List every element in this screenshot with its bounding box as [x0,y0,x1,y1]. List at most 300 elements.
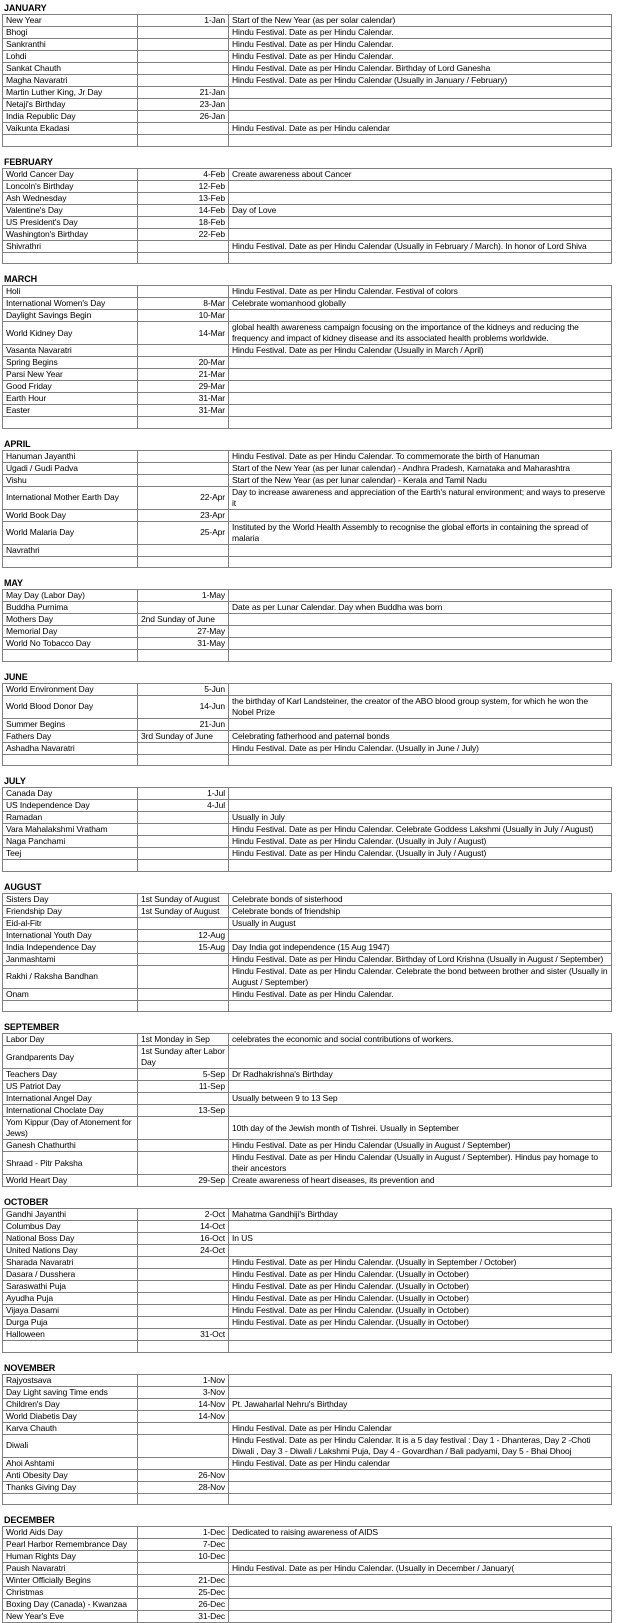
table-row [3,75,612,87]
holiday-name-cell [3,1411,138,1422]
description-cell [229,1281,612,1292]
description-cell [229,322,612,344]
table-row [3,731,612,743]
date-cell-text: 1-Dec [202,1527,225,1537]
table-row [3,1081,612,1093]
date-cell [138,99,229,110]
date-cell [138,557,229,568]
holiday-name-cell [3,463,138,474]
holiday-name-cell-text: New Year [6,15,42,25]
date-cell-text: 4-Jul [207,800,225,810]
table-row [3,111,612,123]
table-row [3,1435,612,1458]
holiday-name-cell [3,545,138,556]
holiday-name-cell [3,1281,138,1292]
date-cell-text: 27-May [197,626,225,636]
date-cell [138,836,229,847]
date-cell [138,15,229,26]
holiday-name-cell-text: Janmashtami [6,953,56,964]
holiday-name-cell [3,1233,138,1244]
month-section-february [2,147,612,265]
table-row [3,405,612,417]
date-cell-text: 4-Feb [203,168,225,179]
date-cell [138,322,229,344]
holiday-name-cell-text: Shivrathri [6,240,41,251]
table-row [3,954,612,966]
holiday-name-cell-text: World Malaria Day [6,527,75,537]
date-cell [138,1341,229,1352]
description-cell [229,743,612,754]
table-row [3,638,612,650]
description-cell [229,1081,612,1092]
table-row [3,1046,612,1069]
date-cell [138,487,229,509]
date-cell-text: 24-Oct [200,1245,225,1255]
date-cell-text: 1st Monday in Sep [141,1034,210,1044]
date-cell [138,51,229,62]
holiday-name-cell [3,626,138,637]
holiday-name-cell [3,123,138,134]
description-cell [229,1387,612,1398]
description-cell [229,1539,612,1550]
month-header: OCTOBER [4,1197,49,1207]
description-cell [229,602,612,613]
description-cell [229,27,612,38]
holiday-name-cell [3,1317,138,1328]
holiday-name-cell [3,51,138,62]
description-cell [229,1152,612,1174]
holiday-name-cell-text: Martin Luther King, Jr Day [6,87,103,97]
description-cell [229,788,612,799]
holiday-name-cell-text: Karva Chauth [6,1422,57,1433]
table-row [3,1387,612,1399]
holiday-name-cell-text: Durga Puja [6,1317,48,1327]
description-cell [229,393,612,404]
holiday-name-cell [3,1329,138,1340]
date-cell [138,800,229,811]
holiday-name-cell [3,906,138,917]
table-row [3,1411,612,1423]
holiday-name-cell-text: World Environment Day [6,683,94,694]
holiday-name-cell [3,989,138,1000]
holiday-name-cell [3,451,138,462]
description-cell [229,1140,612,1151]
holiday-name-cell-text: Canada Day [6,788,53,798]
description-cell [229,626,612,637]
table-row [3,522,612,545]
holiday-name-cell-text: Valentine's Day [6,204,63,215]
date-cell [138,1117,229,1139]
table-row [3,557,612,569]
date-cell-text: 26-Nov [198,1469,225,1480]
date-cell-text: 14-Jun [199,701,225,711]
holiday-name-cell [3,369,138,380]
description-cell [229,193,612,204]
table-row [3,393,612,405]
holiday-name-cell [3,719,138,730]
date-cell [138,755,229,766]
holiday-name-cell [3,860,138,871]
description-cell [229,1527,612,1538]
table-row [3,381,612,393]
description-cell-text: Hindu Festival. Date as per Hindu Calendar [232,1422,392,1433]
date-cell-text: 29-Mar [198,381,225,391]
description-cell-text: Start of the New Year (as per solar calendar) [232,15,396,25]
description-cell [229,545,612,556]
description-cell [229,731,612,742]
description-cell-text: Hindu Festival. Date as per Hindu Calendar. Birthday of Lord Krishna (Usually in August / September) [232,953,604,964]
date-cell [138,1317,229,1328]
date-cell [138,1293,229,1304]
holiday-name-cell [3,75,138,86]
date-cell [138,1281,229,1292]
holiday-name-cell [3,522,138,544]
holiday-name-cell-text: Labor Day [6,1034,45,1044]
month-rows [2,589,612,662]
holiday-name-cell [3,205,138,216]
holiday-name-cell-text: Magha Navaratri [6,75,68,85]
holiday-name-cell-text: Vishu [6,474,27,485]
description-cell [229,63,612,74]
table-row [3,989,612,1001]
holiday-name-cell [3,1611,138,1622]
description-cell [229,1587,612,1598]
description-cell [229,357,612,368]
table-row [3,590,612,602]
date-cell-text: 21-Jun [199,718,225,729]
date-cell-text: 16-Oct [200,1233,225,1243]
description-cell [229,800,612,811]
description-cell [229,123,612,134]
holiday-name-cell [3,1527,138,1538]
month-rows [2,285,612,429]
date-cell [138,942,229,953]
description-cell-text: Hindu Festival. Date as per Hindu Calendar. To commemorate the birth of Hanuman [232,450,540,461]
holiday-name-cell [3,954,138,965]
holiday-name-cell [3,590,138,601]
description-cell [229,87,612,98]
date-cell [138,393,229,404]
date-cell-text: 21-Jan [199,87,225,97]
description-cell-text: Hindu Festival. Date as per Hindu Calendar (Usually in August / September) [232,1140,511,1150]
table-row [3,848,612,860]
table-row [3,286,612,298]
holiday-name-cell-text: Columbus Day [6,1221,61,1231]
holiday-name-cell [3,1140,138,1151]
description-cell [229,1209,612,1220]
table-row [3,229,612,241]
month-rows [2,787,612,872]
table-row [3,684,612,696]
description-cell-text: celebrates the economic and social contributions of workers. [232,1034,454,1044]
table-row [3,1209,612,1221]
holiday-name-cell [3,1494,138,1505]
date-cell [138,1105,229,1116]
description-cell [229,1317,612,1328]
holiday-name-cell [3,253,138,264]
holiday-name-cell [3,1221,138,1232]
holiday-name-cell-text: Eid-al-Fitr [6,917,42,928]
table-row [3,918,612,930]
date-cell [138,930,229,941]
month-section-april [2,429,612,569]
date-cell [138,1458,229,1469]
table-row [3,487,612,510]
description-cell-text: Create awareness about Cancer [232,168,352,179]
table-row [3,650,612,662]
description-cell-text: Hindu Festival. Date as per Hindu Calendar. Birthday of Lord Ganesha [232,63,491,73]
description-cell-text: Hindu Festival. Date as per Hindu Calendar. Celebrate Goddess Lakshmi (Usually in July / August) [232,824,594,834]
date-cell [138,169,229,180]
table-row [3,942,612,954]
date-cell [138,1470,229,1481]
date-cell [138,1587,229,1598]
date-cell [138,602,229,613]
holiday-name-cell-text: World Heart Day [6,1175,68,1185]
description-cell-text: Hindu Festival. Date as per Hindu Calendar. (Usually in October) [232,1269,469,1279]
table-row [3,1563,612,1575]
date-cell-text: 1st Sunday after Labor Day [141,1046,225,1067]
description-cell-text: Hindu Festival. Date as per Hindu Calendar. [232,39,394,49]
table-row [3,1375,612,1387]
description-cell [229,812,612,823]
holiday-name-cell [3,310,138,321]
description-cell [229,205,612,216]
month-gap [2,872,612,881]
month-section-october [2,1187,612,1353]
table-row [3,743,612,755]
description-cell [229,684,612,695]
date-cell [138,1209,229,1220]
month-rows [2,893,612,1013]
date-cell [138,590,229,601]
month-section-november [2,1353,612,1506]
date-cell [138,626,229,637]
description-cell [229,1117,612,1139]
date-cell-text: 11-Sep [198,1081,225,1091]
holiday-name-cell [3,393,138,404]
table-row [3,451,612,463]
table-row [3,1034,612,1046]
month-rows [2,1208,612,1353]
date-cell-text: 31-Mar [198,393,225,403]
description-cell [229,15,612,26]
holiday-name-cell [3,812,138,823]
description-cell [229,39,612,50]
holiday-name-cell-text: Ramadan [6,812,43,822]
holiday-name-cell [3,1587,138,1598]
holiday-name-cell [3,1399,138,1410]
date-cell [138,345,229,356]
description-cell-text: Create awareness of heart diseases, its prevention and [232,1175,435,1185]
holiday-name-cell [3,1563,138,1574]
date-cell-text: 14-Oct [200,1221,225,1231]
date-cell [138,1081,229,1092]
month-header: AUGUST [4,881,42,892]
holiday-name-cell-text: World Book Day [6,509,66,520]
table-row [3,824,612,836]
description-cell [229,989,612,1000]
holiday-name-cell-text: Earth Hour [6,393,47,403]
holiday-name-cell [3,731,138,742]
table-row [3,1269,612,1281]
date-cell [138,1269,229,1280]
date-cell [138,451,229,462]
table-row [3,1233,612,1245]
description-cell-text: the birthday of Karl Landsteiner, the creator of the ABO blood group system, for which he won the Nobel Prize [232,695,589,717]
date-cell-text: 8-Mar [203,298,225,308]
month-section-december [2,1505,612,1623]
month-gap [2,568,612,577]
date-cell [138,87,229,98]
date-cell-text: 28-Nov [198,1481,225,1492]
holiday-name-cell-text: US Patriot Day [6,1081,61,1091]
description-cell [229,1411,612,1422]
table-row [3,1399,612,1411]
holiday-name-cell [3,684,138,695]
description-cell [229,181,612,192]
description-cell [229,1611,612,1622]
table-row [3,87,612,99]
description-cell-text: Instituted by the World Health Assembly to recognise the global efforts in containing the spread of malaria [232,521,588,543]
holiday-name-cell-text: Halloween [6,1329,45,1339]
date-cell-text: 5-Jun [204,683,225,694]
holiday-name-cell-text: Naga Panchami [6,836,66,846]
holiday-name-cell-text: Memorial Day [6,626,58,636]
month-header: JUNE [4,671,28,682]
table-row [3,1527,612,1539]
holiday-name-cell-text: World Kidney Day [6,327,73,338]
description-cell-text: Hindu Festival. Date as per Hindu Calendar. Celebrate the bond between brother and sister (Usually in August / September) [232,965,608,987]
holiday-name-cell-text: Vara Mahalakshmi Vratham [6,824,108,834]
description-cell-text: Hindu Festival. Date as per Hindu Calendar. (Usually in October) [232,1281,469,1291]
date-cell-text: 26-Jan [199,111,225,121]
date-cell-text: 1-Jan [204,15,225,25]
table-row [3,322,612,345]
description-cell [229,1341,612,1352]
holiday-name-cell [3,241,138,252]
description-cell-text: Pt. Jawaharlal Nehru's Birthday [232,1398,348,1409]
date-cell-text: 21-Dec [198,1575,225,1585]
date-cell [138,1575,229,1586]
date-cell [138,1046,229,1068]
holiday-name-cell-text: Ash Wednesday [6,192,67,203]
holiday-name-cell-text: Ashadha Navaratri [6,742,75,753]
month-header: SEPTEMBER [4,1022,60,1032]
date-cell-text: 3rd Sunday of June [141,730,213,741]
holiday-name-cell-text: National Boss Day [6,1233,75,1243]
description-cell-text: Usually in July [232,812,285,822]
date-cell-text: 20-Mar [198,357,225,367]
description-cell [229,755,612,766]
month-gap [2,766,612,775]
description-cell [229,1034,612,1045]
holiday-name-cell [3,417,138,428]
date-cell-text: 31-Mar [198,405,225,415]
holiday-name-cell-text: Grandparents Day [6,1051,74,1062]
description-cell [229,1069,612,1080]
holiday-name-cell [3,1001,138,1012]
description-cell [229,1599,612,1610]
holiday-name-cell-text: US President's Day [6,216,78,227]
holiday-name-cell [3,298,138,309]
table-row [3,510,612,522]
date-cell [138,696,229,718]
description-cell [229,381,612,392]
table-row [3,1575,612,1587]
table-row [3,298,612,310]
month-gap [2,429,612,438]
description-cell [229,836,612,847]
holiday-name-cell-text: Parsi New Year [6,369,63,379]
description-cell-text: Hindu Festival. Date as per Hindu Calendar. Festival of colors [232,286,458,296]
month-section-june [2,662,612,767]
date-cell-text: 10-Mar [198,310,225,320]
date-cell [138,405,229,416]
holiday-name-cell [3,1387,138,1398]
holiday-name-cell-text: Gandhi Jayanthi [6,1209,66,1219]
date-cell-text: 14-Nov [198,1398,225,1409]
date-cell [138,193,229,204]
description-cell [229,229,612,240]
date-cell-text: 29-Sep [198,1175,225,1185]
date-cell-text: 26-Dec [198,1599,225,1609]
holiday-name-cell [3,135,138,146]
date-cell [138,860,229,871]
holiday-name-cell [3,930,138,941]
month-section-may [2,568,612,662]
month-gap [2,147,612,156]
description-cell [229,1105,612,1116]
date-cell-text: 14-Feb [198,204,225,215]
holiday-name-cell [3,15,138,26]
description-cell [229,522,612,544]
date-cell [138,1563,229,1574]
holiday-name-cell [3,99,138,110]
description-cell-text: Celebrate womanhood globally [232,298,346,308]
date-cell-text: 15-Aug [198,941,225,952]
date-cell [138,1611,229,1622]
month-gap [2,1505,612,1514]
date-cell [138,1375,229,1386]
table-row [3,63,612,75]
table-row [3,614,612,626]
date-cell-text: 13-Sep [198,1105,225,1115]
description-cell [229,719,612,730]
date-cell [138,1551,229,1562]
description-cell [229,942,612,953]
date-cell [138,650,229,661]
description-cell-text: Dedicated to raising awareness of AIDS [232,1527,378,1537]
month-gap [2,662,612,671]
description-cell [229,298,612,309]
description-cell [229,848,612,859]
table-row [3,1305,612,1317]
description-cell-text: Hindu Festival. Date as per Hindu Calendar. [232,27,394,37]
description-cell [229,1470,612,1481]
holiday-name-cell-text: India Republic Day [6,111,76,121]
description-cell-text: Hindu Festival. Date as per Hindu Calendar. (Usually in December / January( [232,1563,515,1573]
date-cell [138,1399,229,1410]
date-cell [138,1245,229,1256]
date-cell-text: 5-Sep [202,1069,225,1079]
description-cell-text: Hindu Festival. Date as per Hindu Calendar. (Usually in July / August) [232,836,487,846]
description-cell [229,1293,612,1304]
date-cell [138,1001,229,1012]
holiday-name-cell-text: Christmas [6,1587,44,1597]
holiday-name-cell [3,1046,138,1068]
date-cell-text: 2-Oct [204,1209,225,1219]
